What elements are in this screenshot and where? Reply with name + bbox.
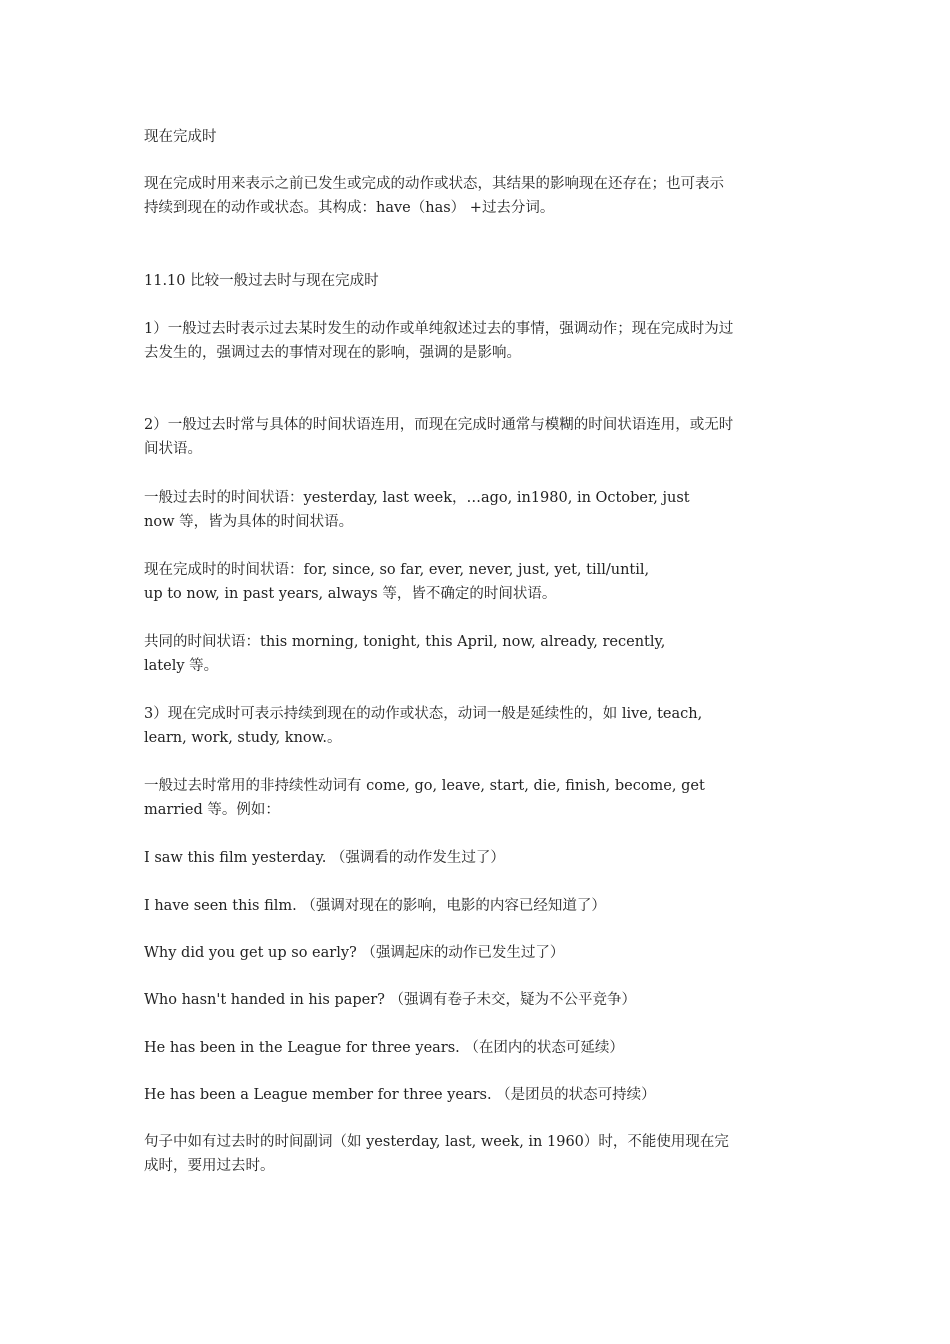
example-sentence xyxy=(144,988,814,1012)
intro-line-1: 现在完成时用来表示之前已发生或完成的动作或状态，其结果的影响现在还存在；也可表示 xyxy=(144,176,724,192)
common-adverbials-paragraph xyxy=(144,630,814,678)
example-sentence xyxy=(144,846,814,870)
perfect-adverbials-paragraph xyxy=(144,558,814,606)
perfect-adverbials-line-2: up to now, in past years, always 等，皆不确定的时间状语。 xyxy=(144,586,557,602)
common-adverbials-line-2: lately 等。 xyxy=(144,658,219,674)
closing-paragraph xyxy=(144,1130,814,1178)
page-title xyxy=(144,125,814,149)
example-4: Who hasn't handed in his paper? （强调有卷子未交，疑为不公平竞争） xyxy=(144,992,637,1008)
point-3-paragraph xyxy=(144,702,814,750)
example-sentence xyxy=(144,1083,814,1107)
example-sentence xyxy=(144,894,814,918)
closing-line-1: 句子中如有过去时的时间副词（如 yesterday, last, week, in 1960）时，不能使用现在完 xyxy=(144,1134,729,1150)
intro-paragraph xyxy=(144,172,814,220)
nondurative-paragraph xyxy=(144,774,814,822)
section-heading-text: 11.10 比较一般过去时与现在完成时 xyxy=(144,273,379,289)
past-adverbials-line-2: now 等，皆为具体的时间状语。 xyxy=(144,514,354,530)
example-sentence xyxy=(144,1036,814,1060)
point-3-line-1: 3）现在完成时可表示持续到现在的动作或状态，动词一般是延续性的，如 live, teach, xyxy=(144,706,703,722)
past-adverbials-paragraph xyxy=(144,486,814,534)
nondurative-line-2: married 等。例如： xyxy=(144,802,280,818)
common-adverbials-line-1: 共同的时间状语：this morning, tonight, this April, now, already, recently, xyxy=(144,634,666,650)
past-adverbials-line-1: 一般过去时的时间状语：yesterday, last week，…ago, in1980, in October, just xyxy=(144,490,690,506)
example-3: Why did you get up so early? （强调起床的动作已发生过了） xyxy=(144,945,565,961)
point-1-line-1: 1）一般过去时表示过去某时发生的动作或单纯叙述过去的事情，强调动作；现在完成时为过 xyxy=(144,321,734,337)
point-1-paragraph xyxy=(144,317,814,365)
perfect-adverbials-line-1: 现在完成时的时间状语：for, since, so far, ever, never, just, yet, till/until, xyxy=(144,562,650,578)
intro-line-2: 持续到现在的动作或状态。其构成：have（has） +过去分词。 xyxy=(144,200,555,216)
nondurative-line-1: 一般过去时常用的非持续性动词有 come, go, leave, start, die, finish, become, get xyxy=(144,778,705,794)
point-3-line-2: learn, work, study, know.。 xyxy=(144,730,342,746)
closing-line-2: 成时，要用过去时。 xyxy=(144,1158,275,1174)
point-2-line-2: 间状语。 xyxy=(144,441,202,457)
section-heading xyxy=(144,269,814,293)
example-sentence xyxy=(144,941,814,965)
point-1-line-2: 去发生的，强调过去的事情对现在的影响，强调的是影响。 xyxy=(144,345,521,361)
point-2-line-1: 2）一般过去时常与具体的时间状语连用，而现在完成时通常与模糊的时间状语连用，或无时 xyxy=(144,417,734,433)
example-1: I saw this film yesterday. （强调看的动作发生过了） xyxy=(144,850,505,866)
example-5: He has been in the League for three years. （在团内的状态可延续） xyxy=(144,1040,624,1056)
page-title-text: 现在完成时 xyxy=(144,129,217,145)
example-2: I have seen this film. （强调对现在的影响，电影的内容已经知道了） xyxy=(144,898,606,914)
example-6: He has been a League member for three years. （是团员的状态可持续） xyxy=(144,1087,656,1103)
point-2-paragraph xyxy=(144,413,814,461)
